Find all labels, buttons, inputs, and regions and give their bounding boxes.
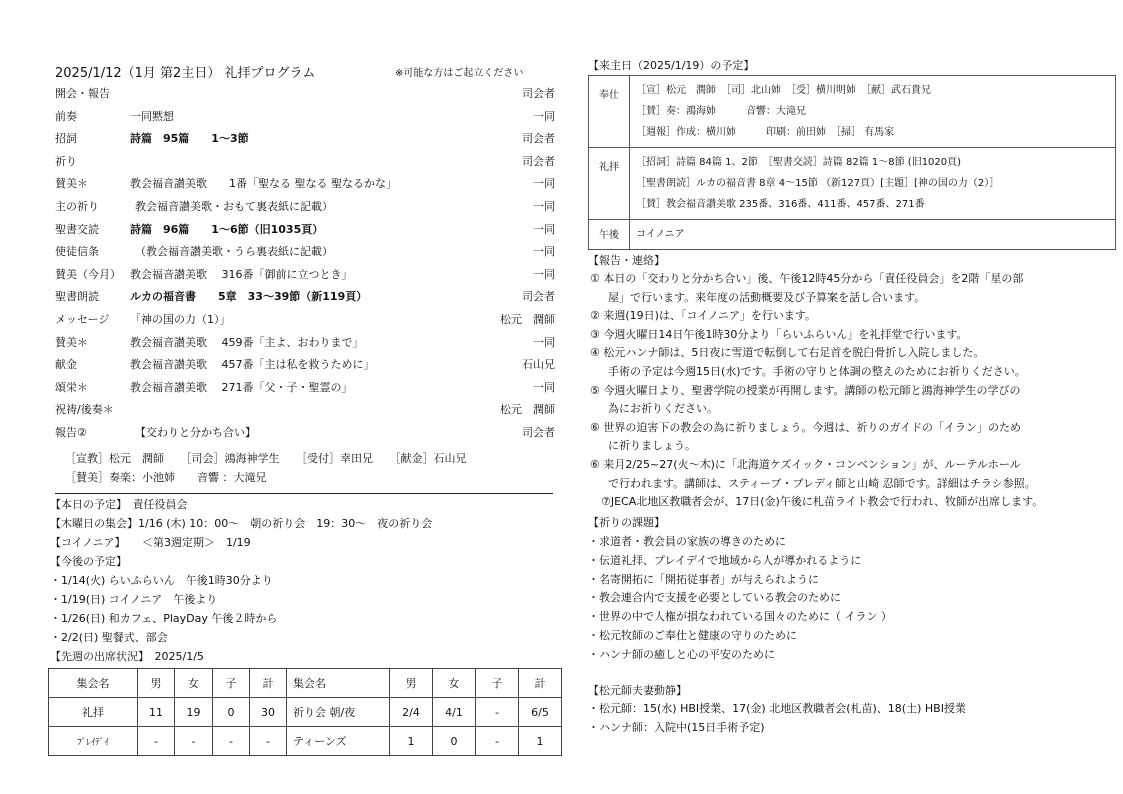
cell: 11 [138, 698, 175, 727]
program-row [55, 311, 555, 333]
announcement-item: ① 本日の「交わりと分かち合い」後、午後12時45分から「責任役員会」を2階「星の部 [590, 272, 1024, 285]
cell: 1 [390, 727, 433, 756]
info-line: 【コイノニア】 ＜第3週定期＞ 1/19 [50, 536, 251, 549]
program-label: 祈り [55, 154, 77, 168]
program-label: 賛美（今月） [55, 267, 121, 281]
program-content: 教会福音讃美歌 1番「聖なる 聖なる 聖なるかな」 [130, 177, 397, 191]
announcement-continuation: 屋」で行います。来年度の活動概要及び予算案を話し合います。 [608, 290, 926, 304]
announcements-title: 【報告・連絡】 [588, 254, 665, 267]
page-title: 2025/1/12（1月 第2主日） 礼拝プログラム [55, 66, 316, 81]
announcement-continuation: で行われます。講師は、スティーブ・ブレディ師と山崎 忍師です。詳細はチラシ参照。 [608, 476, 1036, 490]
header-cell: 女 [175, 669, 213, 698]
row-head: 午後 [589, 220, 630, 250]
program-leader: 一同 [533, 222, 555, 236]
program-label: 使徒信条 [55, 245, 99, 259]
next-week-title: 【来主日（2025/1/19）の予定】 [588, 59, 755, 72]
program-content: 一同黙想 [130, 109, 174, 123]
program-content: 教会福音讃美歌・おもて裏表紙に記載） [135, 200, 333, 213]
program-content: 詩篇 95篇 1～3節 [130, 132, 249, 146]
program-leader: 松元 潤師 [500, 313, 555, 326]
program-content: 教会福音讃美歌 271番「父・子・聖霊の」 [130, 380, 353, 394]
attendance-row [49, 698, 562, 727]
announcement-continuation: 為にお祈りください。 [608, 402, 718, 416]
announcement-item: ⑤ 今週火曜日より、聖書学院の授業が再開します。講師の松元師と鴻海神学生の学びの [590, 383, 1021, 397]
program-content: 詩篇 96篇 1～6節（旧1035頁） [130, 222, 324, 236]
program-content: 教会福音讃美歌 457番「主は私を救うために」 [130, 358, 375, 372]
program-row [55, 424, 555, 446]
program-label: 賛美＊ [55, 177, 88, 191]
next-line: ［宣］松元 潤師 ［司］北山姉 ［受］横川明姉 ［献］武石貴兄 [636, 85, 931, 96]
next-line: コイノニア [636, 229, 685, 240]
program-leader: 石山兄 [522, 358, 555, 372]
program-content: 「神の国の力（1）」 [130, 313, 231, 326]
cell: 2/4 [390, 698, 433, 727]
row-body [630, 220, 1116, 250]
prayer-item: ・名寄開拓に「開拓従事者」が与えられように [588, 572, 819, 586]
announcement-item: ② 来週(19日)は、「コイノニア」を行います。 [590, 309, 817, 323]
info-line: 【本日の予定】 責任役員会 [50, 498, 188, 511]
cell: 30 [250, 698, 287, 727]
row-head: 奉仕 [589, 76, 630, 148]
pastor-item: ・松元師：15(水) HBI授業、17(金) 北地区教職者会(札苗)、18(土) HBI授業 [588, 702, 966, 715]
program-label: 前奏 [55, 109, 77, 123]
staff-line-1: ［宣教］松元 潤師 ［司会］鴻海神学生 ［受付］幸田兄 ［献金］石山兄 [65, 452, 467, 465]
next-week-table [588, 75, 1116, 250]
program-leader: 司会者 [522, 87, 555, 100]
attendance-table [48, 668, 562, 756]
prayer-item: ・ハンナ師の癒しと心の平安のために [588, 647, 775, 661]
program-label: 祝祷/後奏＊ [55, 403, 114, 417]
next-line: ［招詞］詩篇 84篇 1、2節 ［聖書交読］詩篇 82篇 1～8節 (旧1020頁) [636, 157, 962, 168]
announcement-continuation: に祈りましょう。 [608, 439, 696, 453]
cell: 祈り会 朝/夜 [287, 698, 390, 727]
program-leader: 一同 [533, 335, 555, 349]
program-label: 開会・報告 [55, 87, 110, 100]
program-content: 教会福音讃美歌 459番「主よ、おわりまで」 [130, 335, 364, 349]
prayer-item: ・松元牧師のご奉仕と健康の守りのために [588, 629, 797, 642]
program-row [55, 108, 555, 130]
program-leader: 司会者 [522, 132, 555, 146]
program-leader: 司会者 [522, 154, 555, 168]
prayer-item: ・求道者・教会員の家族の導きのために [588, 535, 786, 548]
cell: 礼拝 [49, 698, 138, 727]
program-row [55, 334, 555, 356]
program-row [55, 85, 555, 107]
program-label: 頌栄＊ [55, 380, 88, 394]
next-week-row [589, 148, 1116, 220]
header-cell: 男 [138, 669, 175, 698]
cell: 0 [433, 727, 476, 756]
program-row [55, 198, 555, 220]
announcement-continuation: 手術の予定は今週15日(水)です。手術の守りと体調の整えのためにお祈りください。 [608, 365, 1026, 378]
next-week-row [589, 76, 1116, 148]
header-cell: 男 [390, 669, 433, 698]
info-line: ・1/26(日) 和カフェ、PlayDay 午後２時から [50, 612, 278, 625]
cell: 4/1 [433, 698, 476, 727]
header-cell: 子 [476, 669, 519, 698]
program-row [55, 356, 555, 378]
header-cell: 集会名 [49, 669, 138, 698]
program-row [55, 153, 555, 175]
cell: - [476, 698, 519, 727]
cell: - [138, 727, 175, 756]
attendance-row [49, 727, 562, 756]
cell: - [175, 727, 213, 756]
cell: 0 [213, 698, 250, 727]
info-line: 【先週の出席状況】 2025/1/5 [50, 650, 204, 663]
prayer-item: ・教会連合内で支援を必要としている教会のために [588, 591, 841, 605]
prayer-item: ・伝道礼拝、プレイデイで地域から人が導かれるように [588, 553, 862, 567]
program-leader: 一同 [533, 380, 555, 394]
program-leader: 司会者 [522, 290, 555, 304]
pastor-item: ・ハンナ師：入院中(15日手術予定) [588, 721, 765, 734]
announcement-item: ⑦JECA北地区教職者会が、17日(金)午後に札苗ライト教会で行われ、牧師が出席します。 [590, 495, 1044, 509]
program-leader: 一同 [533, 267, 555, 281]
cell: ティーンズ [287, 727, 390, 756]
cell: ﾌﾟﾚｲﾃﾞｲ [49, 727, 138, 756]
program-label: メッセージ [55, 313, 110, 326]
program-content: 教会福音讃美歌 316番「御前に立つとき」 [130, 267, 353, 281]
program-leader: 一同 [533, 245, 555, 259]
program-content: ルカの福音書 5章 33～39節（新119頁） [130, 290, 368, 304]
cell: - [213, 727, 250, 756]
program-row [55, 288, 555, 310]
header-cell: 女 [433, 669, 476, 698]
program-leader: 司会者 [522, 426, 555, 439]
cell: 1 [519, 727, 562, 756]
program-row [55, 379, 555, 401]
staff-line-2: ［賛美］奏楽：小池姉 音響 ：大滝兄 [65, 471, 267, 484]
program-label: 報告② [55, 426, 87, 439]
program-row [55, 130, 555, 152]
next-line: ［賛］奏：鴻海姉 音響：大滝兄 [636, 106, 806, 117]
program-row [55, 266, 555, 288]
header-cell: 計 [250, 669, 287, 698]
pastor-title: 【松元師夫妻動静】 [588, 684, 687, 697]
program-row [55, 221, 555, 243]
program-label: 招詞 [55, 132, 77, 146]
prayer-item: ・世界の中で人権が損なわれている国々のために（ イラン ） [588, 610, 892, 624]
next-week-row [589, 220, 1116, 250]
standing-note: ※可能な方はご起立ください [395, 68, 524, 79]
program-leader: 一同 [533, 177, 555, 191]
section-divider [55, 493, 553, 494]
header-cell: 計 [519, 669, 562, 698]
announcement-item: ⑥ 世界の迫害下の教会の為に祈りましょう。今週は、祈りのガイドの「イラン」のため [590, 420, 1022, 434]
info-line: ・1/19(日) コイノニア 午後より [50, 593, 218, 606]
next-line: ［聖書朗読］ルカの福音書 8章 4～15節 （新127頁）[主題］[神の国の力（2）］ [636, 178, 1000, 189]
program-content: 【交わりと分かち合い】 [135, 426, 256, 439]
row-body [630, 76, 1116, 148]
cell: 19 [175, 698, 213, 727]
row-head: 礼拝 [589, 148, 630, 220]
row-body [630, 148, 1116, 220]
header-cell: 集会名 [287, 669, 390, 698]
info-line: ・2/2(日) 聖餐式、部会 [50, 631, 168, 644]
program-row [55, 175, 555, 197]
cell: 6/5 [519, 698, 562, 727]
attendance-header-row [49, 669, 562, 698]
program-leader: 松元 潤師 [500, 403, 555, 417]
announcement-item: ⑥ 来月2/25~27(火～木)に「北海道ケズイック・コンベンション」が、ルーテルホール [590, 458, 1021, 471]
announcement-item: ④ 松元ハンナ師は、5日夜に雪道で転倒して右足首を脱臼骨折し入院しました。 [590, 346, 985, 360]
program-label: 聖書交読 [55, 222, 99, 236]
program-leader: 一同 [533, 109, 555, 123]
prayer-title: 【祈りの課題】 [588, 516, 665, 529]
program-label: 聖書朗読 [55, 290, 99, 304]
announcement-item: ③ 今週火曜日14日午後1時30分より「らいふらいん」を礼拝堂で行います。 [590, 327, 968, 341]
cell: - [476, 727, 519, 756]
info-line: 【今後の予定】 [50, 555, 127, 568]
next-line: ［週報］作成：横川姉 印刷：前田姉 ［掃］ 有馬家 [636, 127, 895, 138]
header-cell: 子 [213, 669, 250, 698]
program-row [55, 243, 555, 265]
cell: - [250, 727, 287, 756]
program-label: 献金 [55, 358, 77, 372]
program-row [55, 401, 555, 423]
program-leader: 一同 [533, 200, 555, 213]
program-label: 主の祈り [55, 200, 99, 213]
next-line: ［賛］教会福音讃美歌 235番、316番、411番、457番、271番 [636, 199, 925, 210]
program-content: （教会福音讃美歌・うら裏表紙に記載） [135, 245, 333, 259]
program-label: 賛美＊ [55, 335, 88, 349]
info-line: ・1/14(火) らいふらいん 午後1時30分より [50, 574, 273, 587]
info-line: 【木曜日の集会】1/16 (木) 10：00～ 朝の祈り会 19：30～ 夜の祈り会 [50, 517, 433, 530]
